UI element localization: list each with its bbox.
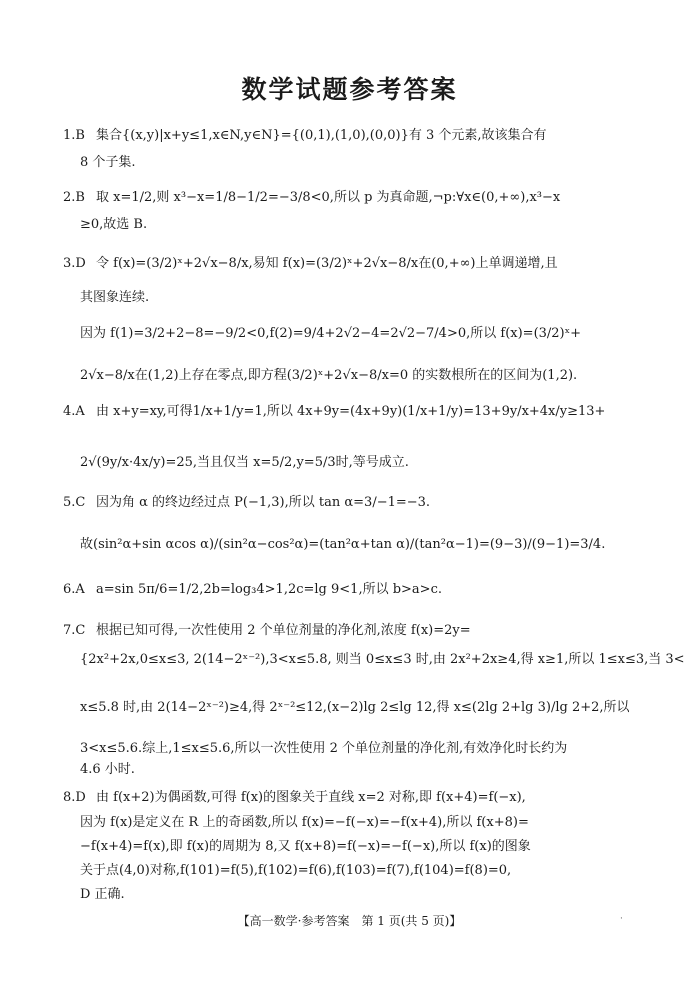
- question-number: 5.C: [63, 495, 86, 510]
- answer-line-q8c: −f(x+4)=f(x),即 f(x)的周期为 8,又 f(x+8)=f(−x)=−f(−x),所以 f(x)的图象: [80, 839, 531, 854]
- answer-line-q8e: D 正确.: [80, 887, 125, 902]
- answer-line-q7d: 3<x≤5.6.综上,1≤x≤5.6,所以一次性使用 2 个单位剂量的净化剂,有效净化时长约为: [80, 741, 568, 756]
- answer-line-q8d: 关于点(4,0)对称,f(101)=f(5),f(102)=f(6),f(103)=f(7),f(104)=f(8)=0,: [80, 863, 512, 878]
- answer-line-q6: a=sin 5π/6=1/2,2b=log₃4>1,2c=lg 9<1,所以 b>a>c.: [96, 582, 442, 597]
- question-number: 7.C: [63, 623, 86, 638]
- answer-line-q8: 由 f(x+2)为偶函数,可得 f(x)的图象关于直线 x=2 对称,即 f(x+4)=f(−x),: [96, 790, 526, 805]
- page-footer: 【高一数学·参考答案 第 1 页(共 5 页)】: [237, 914, 462, 928]
- answer-line-q7c: x≤5.8 时,由 2(14−2ˣ⁻²)≥4,得 2ˣ⁻²≤12,(x−2)lg 2≤lg 12,得 x≤(2lg 2+lg 3)/lg 2+2,所以: [80, 700, 630, 715]
- answer-line-q4b: 2√(9y/x·4x/y)=25,当且仅当 x=5/2,y=5/3时,等号成立.: [80, 455, 409, 470]
- answer-line-q3b: 其图象连续.: [80, 290, 150, 305]
- page-title: 数学试题参考答案: [241, 75, 458, 104]
- answer-line-q1: 集合{(x,y)|x+y≤1,x∈N,y∈N}={(0,1),(1,0),(0,0)}有 3 个元素,故该集合有: [96, 128, 547, 143]
- answer-line-q3d: 2√x−8/x在(1,2)上存在零点,即方程(3/2)ˣ+2√x−8/x=0 的实数根所在的区间为(1,2).: [80, 368, 578, 383]
- question-number: 2.B: [63, 190, 85, 205]
- answer-line-q8b: 因为 f(x)是定义在 R 上的奇函数,所以 f(x)=−f(−x)=−f(x+4),所以 f(x+8)=: [80, 815, 529, 830]
- answer-line-q7e: 4.6 小时.: [80, 762, 135, 777]
- answer-line-q7b: {2x²+2x,0≤x≤3, 2(14−2ˣ⁻²),3<x≤5.8, 则当 0≤x≤3 时,由 2x²+2x≥4,得 x≥1,所以 1≤x≤3,当 3<: [80, 652, 685, 667]
- answer-line-q1b: 8 个子集.: [80, 155, 136, 170]
- answer-line-q3c: 因为 f(1)=3/2+2−8=−9/2<0,f(2)=9/4+2√2−4=2√2−7/4>0,所以 f(x)=(3/2)ˣ+: [80, 326, 582, 341]
- question-number: 6.A: [63, 582, 85, 597]
- answer-line-q2: 取 x=1/2,则 x³−x=1/8−1/2=−3/8<0,所以 p 为真命题,¬p:∀x∈(0,+∞),x³−x: [96, 190, 561, 205]
- question-number: 1.B: [63, 128, 85, 143]
- answer-line-q2b: ≥0,故选 B.: [80, 217, 148, 232]
- answer-line-q5: 因为角 α 的终边经过点 P(−1,3),所以 tan α=3/−1=−3.: [96, 495, 431, 510]
- question-number: 4.A: [63, 404, 85, 419]
- answer-line-q5b: 故(sin²α+sin αcos α)/(sin²α−cos²α)=(tan²α+tan α)/(tan²α−1)=(9−3)/(9−1)=3/4.: [80, 537, 606, 552]
- question-number: 8.D: [63, 790, 86, 805]
- answer-line-q7: 根据已知可得,一次性使用 2 个单位剂量的净化剂,浓度 f(x)=2y=: [96, 623, 471, 638]
- answer-line-q3: 令 f(x)=(3/2)ˣ+2√x−8/x,易知 f(x)=(3/2)ˣ+2√x−8/x在(0,+∞)上单调递增,且: [96, 256, 558, 271]
- question-number: 3.D: [63, 256, 86, 271]
- corner-mark: ·: [620, 914, 623, 924]
- answer-line-q4: 由 x+y=xy,可得1/x+1/y=1,所以 4x+9y=(4x+9y)(1/x+1/y)=13+9y/x+4x/y≥13+: [96, 404, 606, 419]
